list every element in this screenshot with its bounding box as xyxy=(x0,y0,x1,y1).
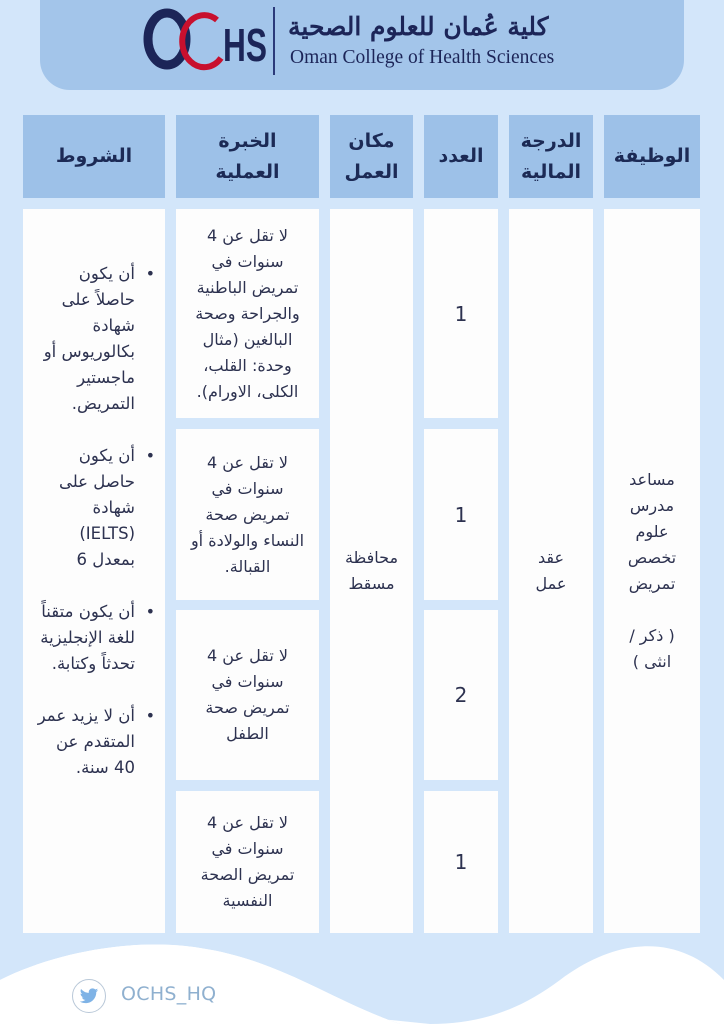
experience-cell-4 xyxy=(176,791,319,933)
header-count-label: العدد xyxy=(438,145,484,167)
experience-cell-2 xyxy=(176,429,319,600)
job-cell xyxy=(604,209,700,933)
bullet-icon: • xyxy=(145,446,155,465)
count-value: 1 xyxy=(454,301,468,326)
logo-divider xyxy=(273,7,275,75)
header-job xyxy=(604,115,700,198)
count-value: 2 xyxy=(454,683,468,707)
count-value: 1 xyxy=(454,502,468,527)
header-conditions xyxy=(23,115,165,198)
header-experience xyxy=(176,115,319,198)
count-cell-4 xyxy=(424,791,498,933)
condition-item xyxy=(37,599,155,677)
count-cell-1 xyxy=(424,209,498,418)
experience-text: لا تقل عن 4 سنوات في تمريض الصحة النفسية xyxy=(200,813,295,910)
twitter-button[interactable] xyxy=(72,979,106,1013)
conditions-cell xyxy=(23,209,165,933)
header-job-label: الوظيفة xyxy=(613,145,691,167)
header-count xyxy=(424,115,498,198)
ochs-logo xyxy=(145,8,270,70)
condition-item xyxy=(37,261,155,417)
logo-hs: HS xyxy=(223,19,267,71)
experience-text: لا تقل عن 4 سنوات في تمريض صحة الطفل xyxy=(205,646,290,743)
twitter-icon xyxy=(79,988,99,1005)
bullet-icon: • xyxy=(145,602,155,621)
job-gender: ( ذكر / انثى ) xyxy=(629,626,675,671)
grade-value: عقد عمل xyxy=(535,548,567,593)
grade-cell xyxy=(509,209,593,933)
job-title: مساعد مدرس علوم تخصص تمريض xyxy=(627,470,677,593)
location-cell xyxy=(330,209,413,933)
condition-text: أن لا يزيد عمر المتقدم عن 40 سنة. xyxy=(37,706,135,777)
condition-text: أن يكون حاصل على شهادة (IELTS) بمعدل 6 xyxy=(58,446,135,569)
count-cell-2 xyxy=(424,429,498,600)
condition-item xyxy=(37,443,155,573)
footer-wave xyxy=(0,940,724,1024)
bullet-icon: • xyxy=(145,264,155,283)
count-cell-3 xyxy=(424,610,498,780)
experience-cell-1 xyxy=(176,209,319,418)
header-grade-label: الدرجة المالية xyxy=(520,129,582,183)
header-location-label: مكان العمل xyxy=(344,129,399,183)
header-conditions-label: الشروط xyxy=(55,145,133,167)
experience-text: لا تقل عن 4 سنوات في تمريض الباطنية والجراحة وصحة البالغين (مثال وحدة: القلب، الكلى، الاورام). xyxy=(195,225,300,401)
location-value: محافظة مسقط xyxy=(344,548,399,593)
experience-text: لا تقل عن 4 سنوات في تمريض صحة النساء والولادة أو القبالة. xyxy=(190,452,305,576)
condition-text: أن يكون حاصلاً على شهادة بكالوريوس أو ماجستير التمريض. xyxy=(43,264,135,413)
bullet-icon: • xyxy=(145,706,155,725)
header-location xyxy=(330,115,413,198)
header-experience-label: الخبرة العملية xyxy=(215,129,280,183)
institution-name-en: Oman College of Health Sciences xyxy=(290,47,555,68)
count-value: 1 xyxy=(454,850,468,874)
condition-text: أن يكون متقناً للغة الإنجليزية تحدثاً وكتابة. xyxy=(40,602,135,673)
header-grade xyxy=(509,115,593,198)
twitter-handle[interactable]: OCHS_HQ xyxy=(121,983,217,1005)
experience-cell-3 xyxy=(176,610,319,780)
conditions-list xyxy=(37,261,157,807)
institution-name-ar: كلية عُمان للعلوم الصحية xyxy=(288,12,549,41)
condition-item xyxy=(37,703,155,781)
